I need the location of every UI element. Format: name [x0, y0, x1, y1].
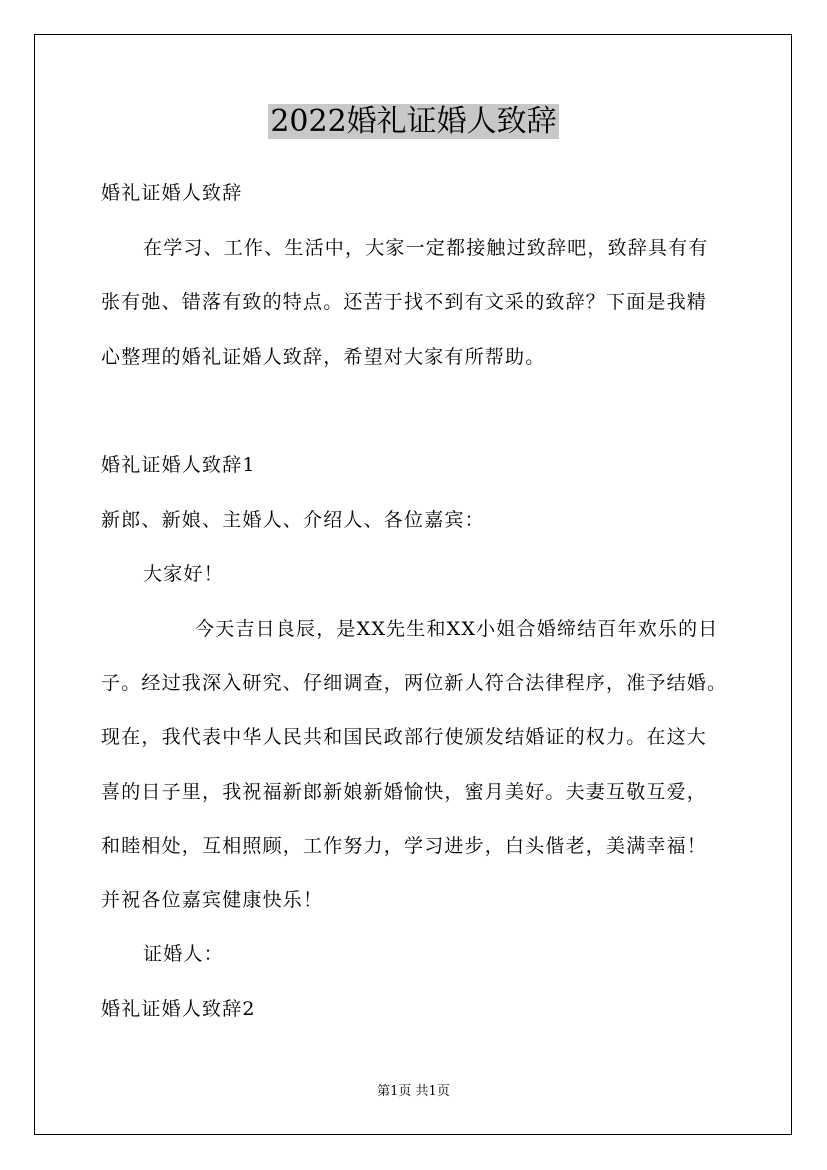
- body-line-3: 现在，我代表中华人民共和国民政部行使颁发结婚证的权力。在这大: [101, 726, 708, 748]
- section-heading-2: 婚礼证婚人致辞2: [101, 998, 256, 1020]
- body-line-4: 喜的日子里，我祝福新郎新娘新婚愉快，蜜月美好。夫妻互敬互爱，: [101, 781, 708, 803]
- body-line-6: 并祝各位嘉宾健康快乐！: [101, 889, 324, 911]
- intro-line-3: 心整理的婚礼证婚人致辞，希望对大家有所帮助。: [101, 346, 546, 368]
- intro-line-1: 在学习、工作、生活中，大家一定都接触过致辞吧，致辞具有有: [143, 237, 709, 259]
- greeting-line: 大家好！: [143, 563, 224, 585]
- body-line-2: 子。经过我深入研究、仔细调查，两位新人符合法律程序，准予结婚。: [101, 672, 728, 694]
- subtitle-line: 婚礼证婚人致辞: [101, 182, 243, 204]
- section-heading-1: 婚礼证婚人致辞1: [101, 454, 256, 476]
- page-footer: 第1页 共1页: [377, 1084, 450, 1099]
- salutation-line: 新郎、新娘、主婚人、介绍人、各位嘉宾：: [101, 509, 485, 531]
- body-line-1: 今天吉日良辰，是XX先生和XX小姐合婚缔结百年欢乐的日: [195, 618, 719, 640]
- intro-line-2: 张有弛、错落有致的特点。还苦于找不到有文采的致辞？下面是我精: [101, 291, 708, 313]
- signature-line: 证婚人：: [143, 943, 224, 965]
- document-title: [0, 100, 827, 144]
- body-line-5: 和睦相处，互相照顾，工作努力，学习进步，白头偕老，美满幸福！: [101, 835, 708, 857]
- document-title-text: 2022婚礼证婚人致辞: [270, 104, 557, 139]
